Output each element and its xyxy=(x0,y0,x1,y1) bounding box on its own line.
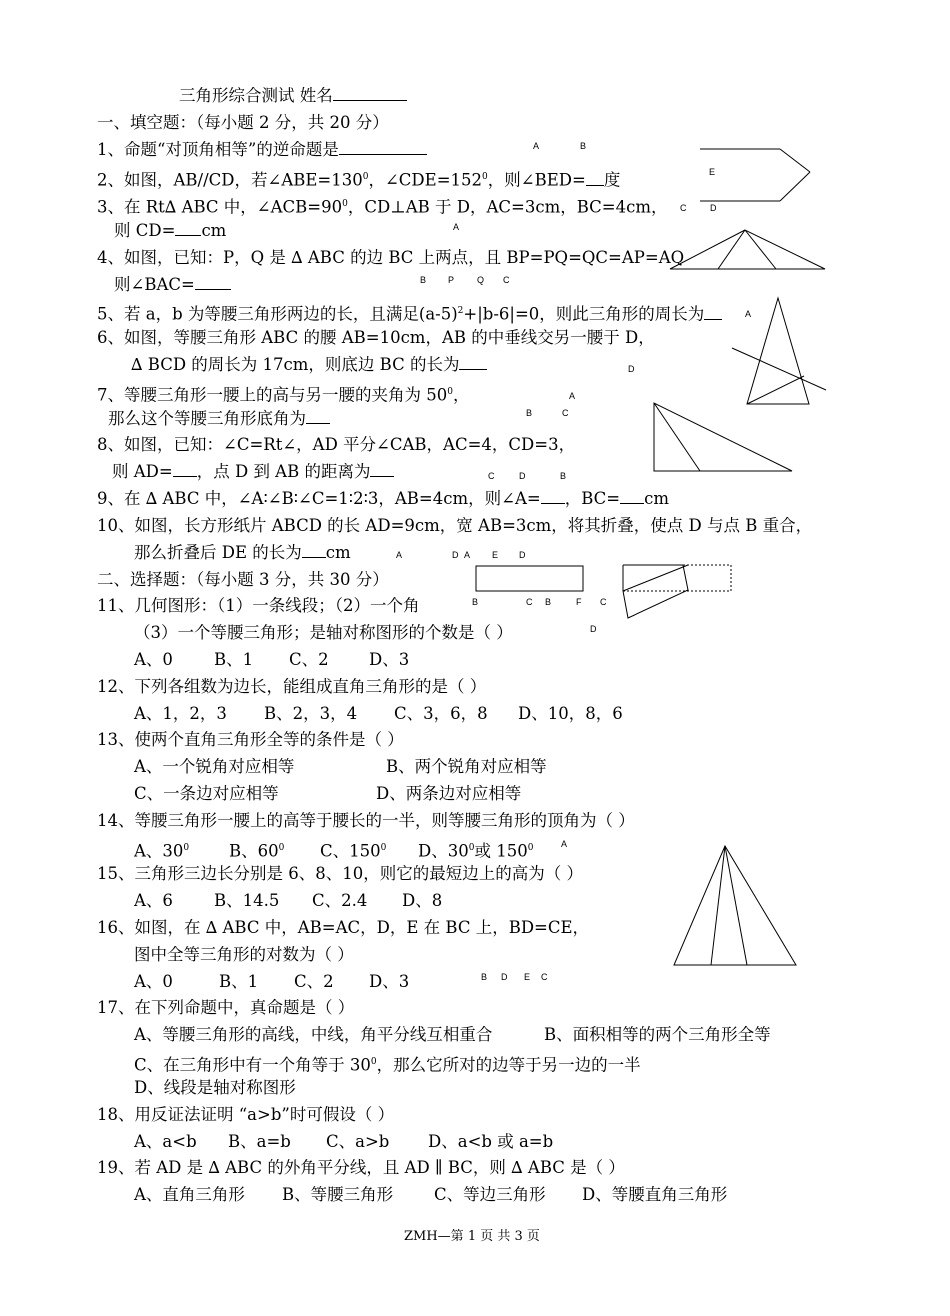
fig16-label-b: B xyxy=(481,972,488,982)
fig6-label-b: B xyxy=(526,408,533,418)
question-15-options xyxy=(134,891,442,911)
fig4-label-b: B xyxy=(420,275,427,285)
option-b[interactable]: B、14.5 xyxy=(214,891,280,910)
option-d[interactable]: D、10，8，6 xyxy=(518,704,623,723)
option-b[interactable]: B、1 xyxy=(219,972,259,991)
fig10-label-d3: D xyxy=(590,624,597,634)
question-2: 2、如图，AB//CD，若$\angle ABE=130^0$，$\angle CDE=152^0$，则∠BED= 度 xyxy=(97,170,621,190)
option-c[interactable]: C、a>b xyxy=(326,1132,390,1151)
fig4-label-p: P xyxy=(448,275,455,285)
answer-blank[interactable] xyxy=(541,489,565,504)
option-d[interactable]: D、3 xyxy=(369,650,410,669)
triangle-abc xyxy=(674,846,796,965)
perpendicular-bisector xyxy=(732,348,826,390)
option-a[interactable]: A、0 xyxy=(134,650,173,669)
question-11-options xyxy=(134,650,409,670)
fig10-label-a: A xyxy=(396,550,403,560)
question-12-options xyxy=(134,704,623,724)
option-c[interactable]: C、一条边对应相等 xyxy=(134,784,279,803)
question-16-options xyxy=(134,972,409,992)
question-7-cont: 那么这个等腰三角形底角为 xyxy=(108,409,330,429)
question-10-cont: 那么折叠后 DE 的长为 cm xyxy=(134,543,351,562)
question-18: 18、用反证法证明 “a>b”时可假设（ ） xyxy=(97,1105,395,1124)
page-footer: ZMH—第 1 页 共 3 页 xyxy=(404,1229,540,1244)
question-14: 14、等腰三角形一腰上的高等于腰长的一半，则等腰三角形的顶角为（ ） xyxy=(97,811,635,830)
answer-blank[interactable] xyxy=(173,462,197,477)
question-18-options xyxy=(134,1132,553,1152)
fig8-label-b: B xyxy=(560,471,567,481)
question-15: 15、三角形三边长分别是 6、8、10，则它的最短边上的高为（ ） xyxy=(97,864,583,883)
question-3-cont: 则 CD= cm xyxy=(114,221,227,240)
question-9: 9、在 ∆ ABC 中，∠A∶∠B∶∠C=1∶2∶3，AB=4cm，则∠A= ，BC= cm xyxy=(97,489,669,508)
rectangle-abcd xyxy=(476,566,583,591)
figure-isosceles-de xyxy=(673,844,799,968)
option-b[interactable]: B、2，3，4 xyxy=(264,704,358,723)
answer-blank[interactable] xyxy=(370,462,394,477)
fig10-label-d: D xyxy=(452,550,459,560)
option-b[interactable]: B、面积相等的两个三角形全等 xyxy=(544,1025,771,1044)
question-16: 16、如图，在 ∆ ABC 中，AB=AC，D，E 在 BC 上，BD=CE， xyxy=(97,918,590,937)
question-6: 6、如图，等腰三角形 ABC 的腰 AB=10cm，AB 的中垂线交另一腰于 D， xyxy=(97,328,655,347)
fig10-label-d2: D xyxy=(519,550,526,560)
segment-ad xyxy=(711,846,725,965)
question-17: 17、在下列命题中，真命题是（ ） xyxy=(97,998,355,1017)
fig6-label-d: D xyxy=(628,364,635,374)
fig10-label-e: E xyxy=(492,550,499,560)
segment-ap xyxy=(718,230,745,269)
fig1-label-d: D xyxy=(710,203,717,213)
option-a[interactable]: A、一个锐角对应相等 xyxy=(134,757,295,776)
page-title: 三角形综合测试 姓名 xyxy=(179,86,407,106)
option-a[interactable]: A、1，2，3 xyxy=(134,704,227,723)
option-a[interactable]: A、等腰三角形的高线，中线，角平分线互相重合 xyxy=(134,1025,493,1044)
angle-bisector-ad xyxy=(654,403,700,471)
question-17-option-d[interactable]: D、线段是轴对称图形 xyxy=(134,1078,296,1097)
fig16-label-e: E xyxy=(524,972,531,982)
option-c[interactable]: C、3，6，8 xyxy=(394,704,488,723)
option-b[interactable]: B、$60^0$ xyxy=(229,841,285,861)
section1-heading: 一、填空题：（每小题 2 分，共 20 分） xyxy=(97,113,389,132)
fig10-label-a2: A xyxy=(464,550,471,560)
option-a[interactable]: A、a<b xyxy=(134,1132,197,1151)
option-b[interactable]: B、a=b xyxy=(228,1132,291,1151)
question-8: 8、如图，已知：∠C=Rt∠，AD 平分∠CAB，AC=4，CD=3， xyxy=(97,435,576,454)
segment-ed xyxy=(780,172,810,201)
segment-bd xyxy=(747,376,804,404)
fig4-label-a: A xyxy=(453,222,460,232)
question-4: 4、如图，已知：P，Q 是 ∆ ABC 的边 BC 上两点，且 BP=PQ=QC=AP=AQ xyxy=(97,248,685,267)
figure-triangle-pq xyxy=(670,228,828,272)
question-8-cont: 则 AD= ，点 D 到 AB 的距离为 xyxy=(112,462,394,482)
question-11: 11、几何图形：（1）一条线段；（2）一个角 xyxy=(97,596,420,615)
fig6-label-a: A xyxy=(745,309,752,319)
answer-blank[interactable] xyxy=(195,275,231,290)
question-13: 13、使两个直角三角形全等的条件是（ ） xyxy=(97,730,404,749)
question-13-options-row1 xyxy=(134,757,547,777)
fig1-label-c: C xyxy=(680,203,687,213)
question-3: 3、在 Rt∆ ABC 中，$\angle ACB=90^0$，CD⊥AB 于 D，AC=3cm，BC=4cm， xyxy=(97,197,668,217)
option-d[interactable]: D、等腰直角三角形 xyxy=(582,1185,728,1204)
question-19-options xyxy=(134,1185,727,1205)
answer-blank[interactable] xyxy=(459,355,487,370)
triangle-acb xyxy=(654,403,792,471)
triangle-abc xyxy=(670,230,825,269)
fig1-label-b: B xyxy=(580,141,587,151)
option-c[interactable]: C、2.4 xyxy=(312,891,368,910)
option-d[interactable]: D、两条边对应相等 xyxy=(376,784,522,803)
question-1: 1、命题“对顶角相等”的逆命题是 xyxy=(97,140,427,160)
option-b[interactable]: B、1 xyxy=(214,650,254,669)
fig10-label-b2: B xyxy=(545,597,552,607)
fold-line xyxy=(623,565,688,591)
option-c[interactable]: C、2 xyxy=(289,650,329,669)
figure-parallel-lines xyxy=(700,148,812,204)
fig10-label-b: B xyxy=(472,597,479,607)
name-blank[interactable] xyxy=(333,86,407,101)
fig1-label-a: A xyxy=(533,141,540,151)
question-16-cont: 图中全等三角形的对数为（ ） xyxy=(134,945,354,964)
answer-blank[interactable] xyxy=(704,305,722,320)
question-5: 5、若 a，b 为等腰三角形两边的长，且满足$(a-5)^2+|b-6|=0$，则此三角形的周长为 xyxy=(97,301,722,325)
fig16-label-a: A xyxy=(561,839,568,849)
option-c[interactable]: C、$150^0$ xyxy=(320,841,387,861)
figure-rectangle xyxy=(475,565,585,593)
option-a[interactable]: A、$30^0$ xyxy=(134,841,190,861)
option-d[interactable]: D、8 xyxy=(402,891,443,910)
option-a[interactable]: A、直角三角形 xyxy=(134,1185,245,1204)
question-11-cont: （3）一个等腰三角形；是轴对称图形的个数是（ ） xyxy=(134,623,513,642)
triangle-abc xyxy=(747,298,809,404)
option-a[interactable]: A、6 xyxy=(134,891,173,910)
question-17-option-c[interactable]: C、在三角形中有一个角等于 $30^0$，那么它所对的边等于另一边的一半 xyxy=(134,1055,641,1075)
figure-folded-rectangle xyxy=(620,562,735,622)
fig10-label-c: C xyxy=(526,597,533,607)
option-a[interactable]: A、0 xyxy=(134,972,173,991)
fig4-label-q: Q xyxy=(477,275,485,285)
fig10-label-c2: C xyxy=(600,597,607,607)
fig16-label-d: D xyxy=(501,972,508,982)
segment-aq xyxy=(745,230,776,269)
fig10-label-f: F xyxy=(576,597,582,607)
option-d[interactable]: D、$30^0$或 $150^0$ xyxy=(418,841,534,861)
fig8-label-a: A xyxy=(569,391,576,401)
figure-right-triangle xyxy=(653,402,795,474)
answer-blank[interactable] xyxy=(339,140,427,155)
fig16-label-c: C xyxy=(541,972,548,982)
answer-blank[interactable] xyxy=(175,221,201,236)
answer-blank[interactable] xyxy=(302,543,326,558)
question-10: 10、如图，长方形纸片 ABCD 的长 AD=9cm，宽 AB=3cm，将其折叠，使点 D 与点 B 重合， xyxy=(97,516,813,535)
option-c[interactable]: C、2 xyxy=(294,972,334,991)
fig8-label-c: C xyxy=(488,471,495,481)
question-14-options xyxy=(134,838,533,862)
segment-be xyxy=(780,149,810,172)
question-6-cont: ∆ BCD 的周长为 17cm，则底边 BC 的长为 xyxy=(131,355,487,375)
question-12: 12、下列各组数为边长，能组成直角三角形的是（ ） xyxy=(97,677,487,696)
question-19: 19、若 AD 是 ∆ ABC 的外角平分线，且 AD ∥ BC，则 ∆ ABC 是（ ） xyxy=(97,1158,625,1177)
answer-blank[interactable] xyxy=(620,489,644,504)
fig8-label-d: D xyxy=(519,471,526,481)
option-b[interactable]: B、两个锐角对应相等 xyxy=(386,757,547,776)
question-4-cont: 则∠BAC= xyxy=(114,275,231,295)
answer-blank[interactable] xyxy=(306,409,330,424)
section2-heading: 二、选择题：（每小题 3 分，共 30 分） xyxy=(97,570,389,589)
fig4-label-c: C xyxy=(503,275,510,285)
fig6-label-c: C xyxy=(562,408,569,418)
question-13-options-row2 xyxy=(134,784,521,804)
option-c[interactable]: C、等边三角形 xyxy=(434,1185,546,1204)
question-7: 7、等腰三角形一腰上的高与另一腰的夹角为 $50^0$， xyxy=(97,385,470,405)
answer-blank[interactable] xyxy=(586,171,604,186)
question-17-options-row1 xyxy=(134,1025,771,1045)
fig1-label-e: E xyxy=(709,167,716,177)
option-d[interactable]: D、a<b 或 a=b xyxy=(428,1132,554,1151)
option-b[interactable]: B、等腰三角形 xyxy=(282,1185,394,1204)
option-d[interactable]: D、3 xyxy=(369,972,410,991)
